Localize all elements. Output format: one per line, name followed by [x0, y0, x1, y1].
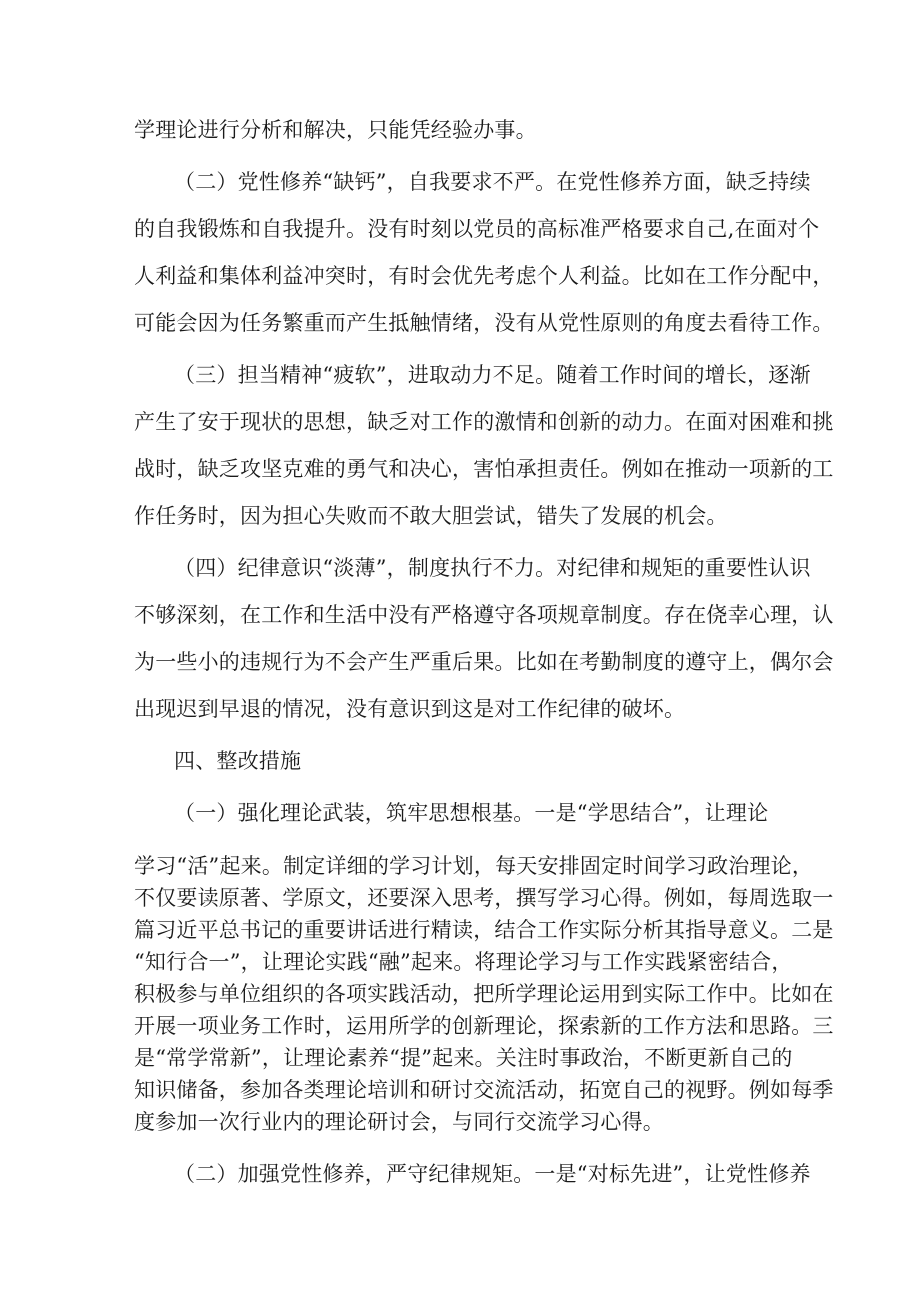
chapter-heading: 四、整改措施	[174, 749, 302, 773]
text-line: 是“常学常新”，让理论素养“提”起来。关注时事政治，不断更新自己的	[134, 1046, 793, 1070]
text-line: 度参加一次行业内的理论研讨会，与同行交流学习心得。	[134, 1110, 664, 1134]
text-line: 出现迟到早退的情况，没有意识到这是对工作纪律的破坏。	[134, 697, 686, 721]
section-heading-2-line-1: （二）党性修养“缺钙”，自我要求不严。在党性修养方面，缺乏持续	[174, 170, 811, 194]
text-line: 不够深刻，在工作和生活中没有严格遵守各项规章制度。存在侥幸心理，认	[134, 603, 834, 627]
text-line: 产生了安于现状的思想，缺乏对工作的激情和创新的动力。在面对困难和挑	[134, 410, 834, 434]
section-heading-3-line-1: （三）担当精神“疲软”，进取动力不足。随着工作时间的增长，逐渐	[174, 363, 811, 387]
text-line: 为一些小的违规行为不会产生严重后果。比如在考勤制度的遵守上，偶尔会	[134, 650, 834, 674]
section-heading-4-line-1: （四）纪律意识“淡薄”，制度执行不力。对纪律和规矩的重要性认识	[174, 556, 811, 580]
text-line: 学理论进行分析和解决，只能凭经验办事。	[134, 118, 537, 142]
text-line: 篇习近平总书记的重要讲话进行精读，结合工作实际分析其指导意义。二是	[134, 918, 834, 942]
text-line: 可能会因为任务繁重而产生抵触情绪，没有从党性原则的角度去看待工作。	[134, 311, 834, 335]
text-line: 学习“活”起来。制定详细的学习计划，每天安排固定时间学习政治理论，	[134, 854, 814, 878]
measure-heading-1-line-1: （一）强化理论武装，筑牢思想根基。一是“学思结合”，让理论	[174, 801, 769, 825]
text-line: 不仅要读原著、学原文，还要深入思考，撰写学习心得。例如，每周选取一	[134, 886, 834, 910]
measure-heading-2-line-1: （二）加强党性修养，严守纪律规矩。一是“对标先进”，让党性修养	[174, 1162, 811, 1186]
text-line: 知识储备，参加各类理论培训和研讨交流活动，拓宽自己的视野。例如每季	[134, 1078, 834, 1102]
text-line: 开展一项业务工作时，运用所学的创新理论，探索新的工作方法和思路。三	[134, 1014, 834, 1038]
text-line: 战时，缺乏攻坚克难的勇气和决心，害怕承担责任。例如在推动一项新的工	[134, 457, 834, 481]
text-line: 积极参与单位组织的各项实践活动，把所学理论运用到实际工作中。比如在	[134, 982, 834, 1006]
text-line: 作任务时，因为担心失败而不敢大胆尝试，错失了发展的机会。	[134, 504, 728, 528]
text-line: “知行合一”，让理论实践“融”起来。将理论学习与工作实践紧密结合，	[134, 950, 793, 974]
text-line: 的自我锻炼和自我提升。没有时刻以党员的高标准严格要求自己,在面对个	[134, 217, 820, 241]
text-line: 人利益和集体利益冲突时，有时会优先考虑个人利益。比如在工作分配中，	[134, 264, 834, 288]
